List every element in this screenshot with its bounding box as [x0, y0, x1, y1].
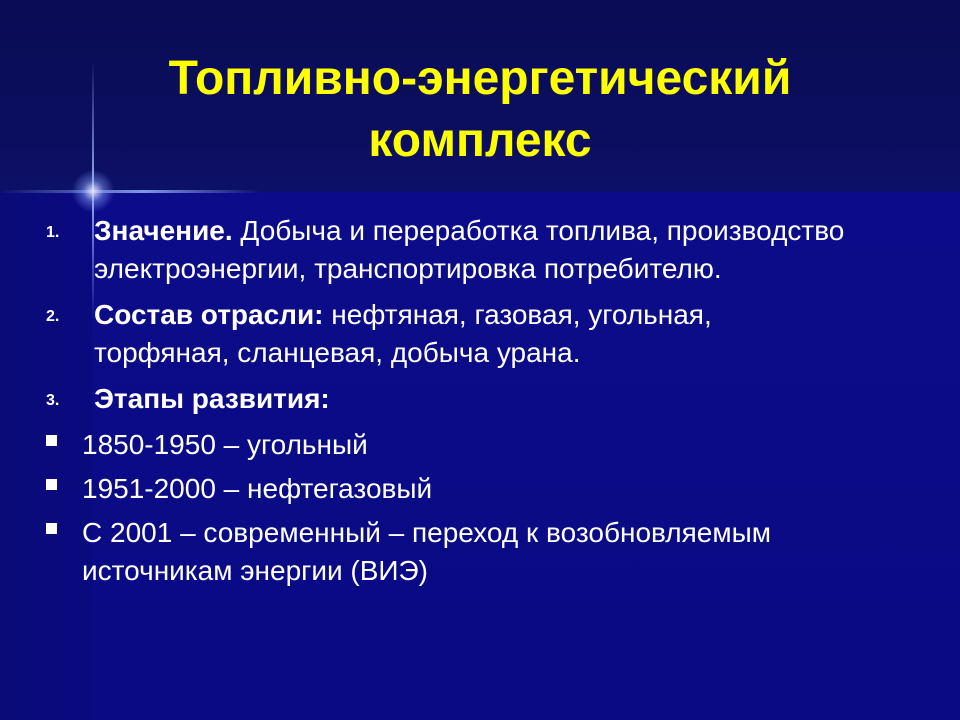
- item-marker: 1.: [46, 224, 60, 241]
- square-bullet-icon: [46, 523, 57, 534]
- item-text: нефтяная, газовая, угольная, торфяная, сланцевая, добыча урана.: [94, 299, 712, 368]
- slide-content: [0, 212, 960, 596]
- item-marker: 2.: [46, 308, 60, 325]
- square-bullet-icon: [46, 479, 57, 490]
- flare-horizontal: [0, 190, 260, 193]
- numbered-item-3: [0, 380, 854, 418]
- item-heading: Этапы развития:: [94, 383, 330, 414]
- bullet-text: 1850-1950 – угольный: [82, 429, 368, 460]
- sparkle-icon: [72, 170, 114, 212]
- numbered-item-1: [0, 212, 854, 288]
- bullet-item-2: [0, 470, 872, 508]
- bullet-item-1: [0, 426, 872, 464]
- square-bullet-icon: [46, 435, 57, 446]
- slide-title: [0, 48, 960, 172]
- bullet-text: С 2001 – современный – переход к возобновляемым источникам энергии (ВИЭ): [82, 517, 771, 586]
- title-line-1: Топливно-энергетический: [168, 52, 792, 105]
- item-heading: Состав отрасли:: [94, 299, 324, 330]
- bullet-text: 1951-2000 – нефтегазовый: [82, 473, 433, 504]
- item-text: Добыча и переработка топлива, производство электроэнергии, транспортировка потребителю.: [94, 215, 845, 284]
- item-marker: 3.: [46, 392, 60, 409]
- item-heading: Значение.: [94, 215, 233, 246]
- numbered-item-2: [0, 296, 854, 372]
- title-line-2: комплекс: [368, 114, 592, 167]
- bullet-item-3: [0, 514, 872, 590]
